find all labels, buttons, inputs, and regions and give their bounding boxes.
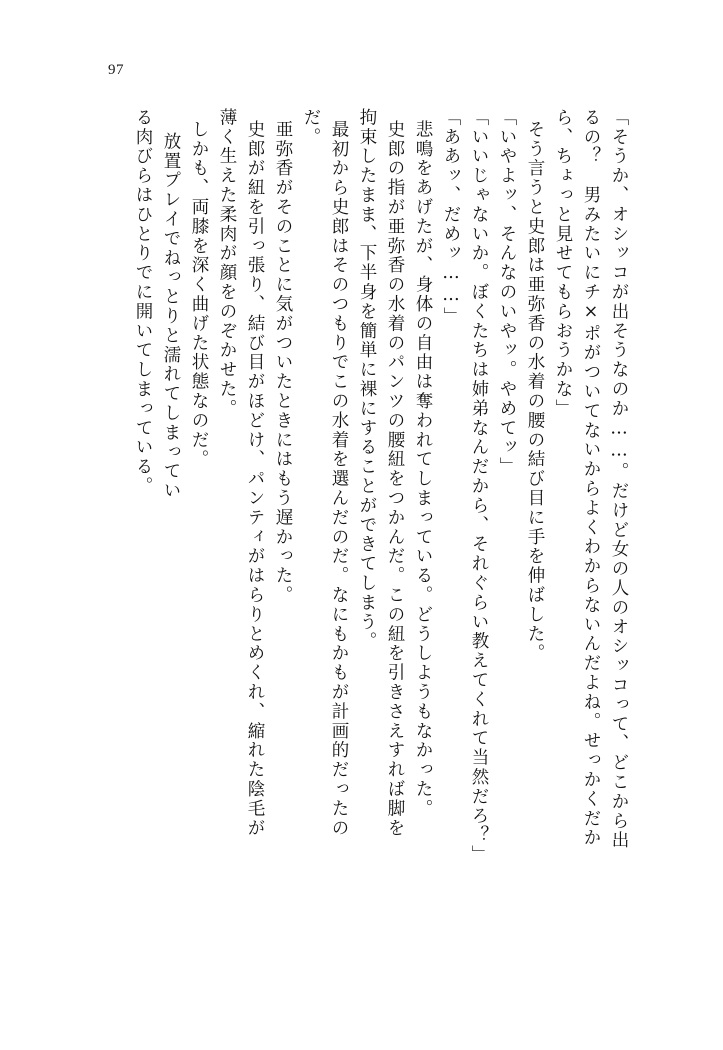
text-column: そう言うと史郎は亜弥香の水着の腰の結び目に手を伸ばした。 bbox=[525, 120, 545, 664]
text-column: 「そうか、オシッコが出そうなのか……。だけど女の人のオシッコって、どこから出 bbox=[609, 108, 629, 851]
text-column: 史郎が紐を引っ張り、結び目がほどけ、パンティがはらりとめくれ、縮れた陰毛が bbox=[245, 120, 265, 838]
text-column: 最初から史郎はそのつもりでこの水着を選んだのだ。なにもかもが計画的だったの bbox=[329, 120, 349, 838]
text-column: だ。 bbox=[301, 108, 321, 147]
text-column: ら、ちょっと見せてもらおうかな」 bbox=[553, 108, 573, 419]
text-column: 「ああッ、だめッ……」 bbox=[441, 108, 461, 327]
text-column: 「いいじゃないか。ぼくたちは姉弟なんだから、それぐらい教えてくれて当然だろ？」 bbox=[469, 108, 489, 865]
text-column: 亜弥香がそのことに気がついたときにはもう遅かった。 bbox=[273, 120, 293, 605]
page-number: 97 bbox=[108, 62, 124, 78]
text-column: る肉びらはひとりでに開いてしまっている。 bbox=[133, 108, 153, 496]
text-column: 史郎の指が亜弥香の水着のパンツの腰紐をつかんだ。この紐を引きさえすれば脚を bbox=[385, 120, 405, 838]
text-column: 「いやよッ、そんなのいやッ。やめてッ」 bbox=[497, 108, 517, 477]
text-column: 拘束したまま、下半身を簡単に裸にすることができてしまう。 bbox=[357, 108, 377, 652]
text-column: しかも、両膝を深く曲げた状態なのだ。 bbox=[189, 120, 209, 470]
text-column: 薄く生えた柔肉が顔をのぞかせた。 bbox=[217, 108, 237, 419]
text-column: 悲鳴をあげたが、身体の自由は奪われてしまっている。どうしようもなかった。 bbox=[413, 120, 433, 819]
text-column: るの？ 男みたいにチ×ポがついてないからよくわからないんだよね。せっかくだか bbox=[581, 108, 601, 848]
text-column: 放置プレイでねっとりと濡れてしまってい bbox=[161, 132, 181, 501]
vertical-text-body bbox=[67, 108, 627, 988]
